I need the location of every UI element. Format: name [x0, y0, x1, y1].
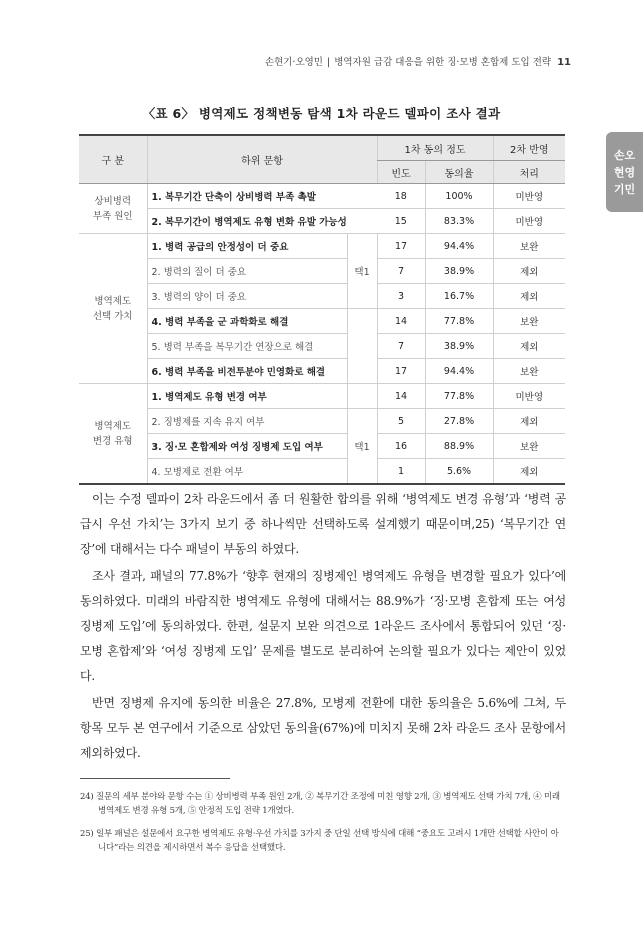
side-tab-line: 손오 [613, 148, 636, 162]
status-cell: 보완 [493, 309, 565, 334]
status-cell: 보완 [493, 359, 565, 384]
footnote-rule [80, 778, 230, 779]
status-cell: 제외 [493, 259, 565, 284]
status-cell: 제외 [493, 284, 565, 309]
status-cell: 미반영 [493, 384, 565, 409]
table-row [79, 434, 565, 459]
body-paragraph: 반면 징병제 유지에 동의한 비율은 27.8%, 모병제 전환에 대한 동의율은 5.6%에 그쳐, 두 항목 모두 본 연구에서 기준으로 삼았던 동의율(67%)에 미치지 못해 2차 라운드 조사 문항에서 제외하였다. [80, 696, 566, 760]
side-tab-line: 기민 [613, 182, 636, 196]
rate-cell: 16.7% [425, 284, 493, 309]
table-row [79, 284, 565, 309]
header-title: 병역자원 급감 대응을 위한 징·모병 혼합제 도입 전략 [334, 57, 552, 68]
body-paragraph: 이는 수정 델파이 2차 라운드에서 좀 더 원활한 합의를 위해 ‘병역제도 변경 유형’과 ‘병력 공급시 우선 가치’는 3가지 보기 중 하나씩만 선택하도록 설계했기 때문이며,25) ‘복무기간 연장’에 대해서는 다수 패널이 부동의 하였다. [80, 492, 566, 556]
rate-cell: 83.3% [425, 209, 493, 234]
status-cell: 제외 [493, 334, 565, 359]
table-row [79, 359, 565, 384]
header-category: 구 분 [79, 135, 147, 184]
header-item: 하위 문항 [147, 135, 377, 184]
frequency-cell: 7 [377, 334, 425, 359]
item-cell: 4. 병력 부족을 군 과학화로 해결 [147, 309, 347, 334]
rate-cell: 88.9% [425, 434, 493, 459]
item-cell: 3. 징·모 혼합제와 여성 징병제 도입 여부 [147, 434, 347, 459]
header-processing: 처리 [493, 161, 565, 184]
choice-cell [347, 309, 377, 384]
category-cell: 상비병력 부족 원인 [79, 184, 147, 234]
rate-cell: 77.8% [425, 309, 493, 334]
table-row [79, 184, 565, 209]
frequency-cell: 17 [377, 234, 425, 259]
item-cell: 2. 징병제를 지속 유지 여부 [147, 409, 347, 434]
table-row [79, 409, 565, 434]
body-paragraph: 조사 결과, 패널의 77.8%가 ‘향후 현재의 징병제인 병역제도 유형을 변경할 필요가 있다’에 동의하였다. 미래의 바람직한 병역제도 유형에 대해서는 88.9%가 ‘징·모병 혼합제 또는 여성 징병제 도입’에 동의하였다. 한편, 설문지 보완 의견으로 1라운드 조사에서 통합되어 있던 ‘징·모병 혼합제’와 ‘여성 징병제 도입’ 문제를 별도로 분리하여 논의할 필요가 있다는 제안이 있었다. [80, 569, 566, 683]
frequency-cell: 14 [377, 309, 425, 334]
status-cell: 미반영 [493, 209, 565, 234]
rate-cell: 27.8% [425, 409, 493, 434]
item-cell: 5. 병력 부족을 복무기간 연장으로 해결 [147, 334, 347, 359]
item-cell: 1. 병력 공급의 안정성이 더 중요 [147, 234, 347, 259]
table-body [79, 184, 565, 485]
item-cell: 3. 병력의 양이 더 중요 [147, 284, 347, 309]
status-cell: 제외 [493, 409, 565, 434]
table-row [79, 259, 565, 284]
table-caption: 〈표 6〉 병역제도 정책변동 탐색 1차 라운드 델파이 조사 결과 [142, 106, 501, 121]
footnotes [80, 790, 566, 864]
choice-cell: 택1 [347, 234, 377, 309]
frequency-cell: 3 [377, 284, 425, 309]
author-side-tab [606, 132, 643, 212]
table-row [79, 459, 565, 485]
category-cell: 병역제도 변경 유형 [79, 384, 147, 485]
item-cell: 4. 모병제로 전환 여부 [147, 459, 347, 485]
footnote-24: 24) 질문의 세부 분야와 문항 수는 ① 상비병력 부족 원인 2개, ② 복무기간 조정에 미친 영향 2개, ③ 병역제도 선택 가치 7개, ④ 미래 병역제도 변경 유형 5개, ⑤ 안정적 도입 전략 1개였다. [80, 792, 560, 816]
status-cell: 미반영 [493, 184, 565, 209]
frequency-cell: 16 [377, 434, 425, 459]
side-tab-line: 현영 [613, 165, 636, 179]
item-cell: 2. 병력의 질이 더 중요 [147, 259, 347, 284]
running-header [265, 54, 571, 68]
choice-cell: 택1 [347, 409, 377, 485]
page-number: 11 [557, 57, 571, 68]
table-row [79, 234, 565, 259]
rate-cell: 100% [425, 184, 493, 209]
item-cell: 6. 병력 부족을 비전투분야 민영화로 해결 [147, 359, 347, 384]
status-cell: 보완 [493, 434, 565, 459]
rate-cell: 38.9% [425, 259, 493, 284]
header-frequency: 빈도 [377, 161, 425, 184]
rate-cell: 38.9% [425, 334, 493, 359]
choice-cell [347, 384, 377, 409]
status-cell: 제외 [493, 459, 565, 485]
table-row [79, 334, 565, 359]
category-cell: 병역제도 선택 가치 [79, 234, 147, 384]
frequency-cell: 7 [377, 259, 425, 284]
rate-cell: 5.6% [425, 459, 493, 485]
item-cell: 2. 복무기간이 병역제도 유형 변화 유발 가능성 [147, 209, 377, 234]
status-cell: 보완 [493, 234, 565, 259]
header-separator: | [326, 57, 331, 68]
frequency-cell: 15 [377, 209, 425, 234]
item-cell: 1. 복무기간 단축이 상비병력 부족 촉발 [147, 184, 377, 209]
table-row [79, 209, 565, 234]
header-agreement: 동의율 [425, 161, 493, 184]
frequency-cell: 18 [377, 184, 425, 209]
header-round2: 2차 반영 [493, 135, 565, 161]
frequency-cell: 14 [377, 384, 425, 409]
frequency-cell: 5 [377, 409, 425, 434]
rate-cell: 94.4% [425, 234, 493, 259]
header-authors: 손현기·오영민 [264, 57, 323, 68]
delphi-results-table [79, 134, 565, 485]
header-round1: 1차 동의 정도 [377, 135, 493, 161]
frequency-cell: 1 [377, 459, 425, 485]
rate-cell: 94.4% [425, 359, 493, 384]
item-cell: 1. 병역제도 유형 변경 여부 [147, 384, 347, 409]
frequency-cell: 17 [377, 359, 425, 384]
footnote-25: 25) 일부 패널은 설문에서 요구한 병역제도 유형·우선 가치를 3가지 중 단일 선택 방식에 대해 “중요도 고려시 1개만 선택할 사안이 아니다”라는 의견을 제시하면서 복수 응답을 선택했다. [80, 829, 559, 853]
rate-cell: 77.8% [425, 384, 493, 409]
body-text [80, 487, 566, 768]
table-row [79, 384, 565, 409]
table-row [79, 309, 565, 334]
